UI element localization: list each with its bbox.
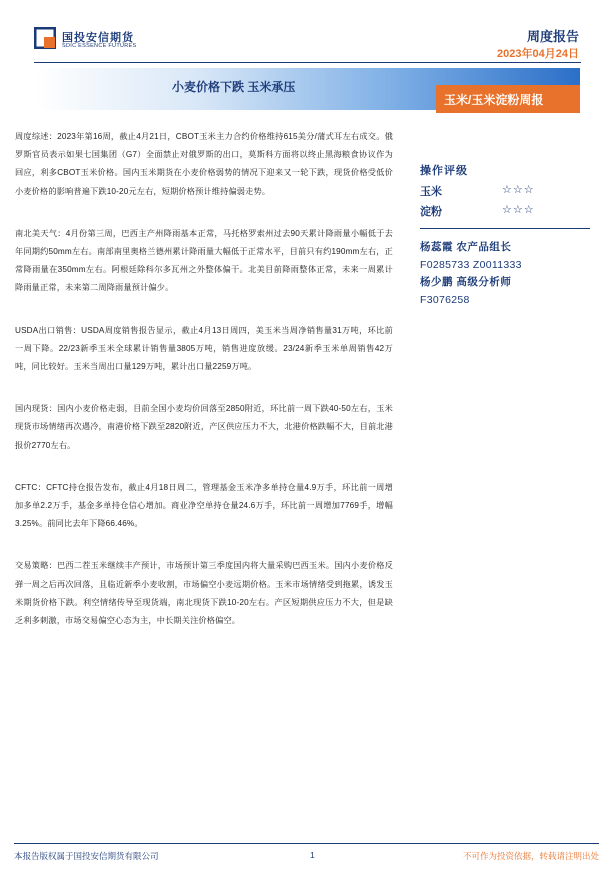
page-number: 1 [310,850,315,860]
paragraph-usda-export: USDA出口销售：USDA周度销售报告显示，截止4月13日周四，美玉米当周净销售量31万吨，环比前一周下降。22/23新季玉米全球累计销售量3805万吨，销售进度放缓。23/24新季玉米单周销售42万吨，同比较好。玉米当周出口量129万吨，累计出口量2259万吨。 [15,325,393,372]
header-divider [34,62,581,63]
paragraph-cftc: CFTC：CFTC持仓报告发布，截止4月18日周二，管理基金玉米净多单持仓量4.9万手，环比前一周增加多单2.2万手，基金多单持仓信心增加。商业净空单持仓量24.6万手，环比前一周增加7769手，增幅3.25%。前同比去年下降66.46%。 [15,482,393,529]
sidebar [420,162,590,309]
star-rating-icon: ☆☆☆ [502,204,535,216]
main-content [15,126,393,630]
footer-divider [14,843,599,844]
analyst-license-ids: F0285733 Z0011333 [420,258,522,271]
footer-copyright: 本报告版权属于国投安信期货有限公司 [14,851,159,861]
analyst-license-ids: F3076258 [420,293,470,306]
logo-english-name: SDIC ESSENCE FUTURES [62,43,137,49]
logo-mark-icon [34,27,56,49]
paragraph-weekly-summary: 周度综述：2023年第16周，截止4月21日，CBOT玉米主力合约价格维持615美分/蒲式耳左右成交。俄罗斯官员表示如果七国集团（G7）全面禁止对俄罗斯的出口，莫斯科方面将以终止黑海粮食协议作为回应，利多CBOT玉米价格。国内玉米期货在小麦价格弱势的情况下迎来又一轮下跌，现货价格受低价小麦价格的影响普遍下跌10-20元左右，短期价格预计维持偏弱走势。 [15,132,393,196]
rating-label: 玉米 [420,186,442,198]
report-type: 周度报告 [526,29,579,44]
logo-chinese-name: 国投安信期货 [62,32,134,44]
rating-row-corn [420,182,590,200]
rating-heading: 操作评级 [420,165,468,177]
analyst-name-title: 杨蕊霞 农产品组长 [420,241,512,253]
company-logo [34,27,154,55]
sidebar-divider [420,228,590,229]
analyst-block [420,239,590,309]
paragraph-strategy: 交易策略：巴西二茬玉米继续丰产预计，市场预计第三季度国内将大量采购巴西玉米。国内小麦价格反弹一周之后再次回落，且临近新季小麦收割，市场偏空小麦远期价格。玉米市场情绪受到拖累，诱发玉米期货价格下跌。利空情绪传导至现货端，南北现货下跌10-20左右。产区短期供应压力不大，但是缺乏利多刺激，市场交易偏空心态为主，中长期关注价格偏空。 [15,561,393,626]
report-date: 2023年04月24日 [497,48,579,60]
title-band [36,68,580,126]
paragraph-domestic-spot: 国内现货：国内小麦价格走弱，目前全国小麦均价回落至2850附近，环比前一周下跌40-50左右，玉米现货市场情绪再次遇冷，南港价格下跌至2820附近，产区供应压力不大，北港价格跌幅不大，目前北港报价2770左右。 [15,404,393,450]
analyst-name-title: 杨少鹏 高级分析师 [420,276,512,288]
star-rating-icon: ☆☆☆ [502,184,535,196]
report-category-label: 玉米/玉米淀粉周报 [444,93,544,107]
report-category-tag [436,85,580,113]
report-title: 小麦价格下跌 玉米承压 [172,80,296,94]
rating-label: 淀粉 [420,206,442,218]
rating-row-starch [420,202,590,220]
footer-disclaimer: 不可作为投资依据，转载请注明出处 [462,851,599,861]
paragraph-weather: 南北美天气：4月份第三周，巴西主产州降雨基本正常，马托格罗索州过去90天累计降雨量小幅低于去年同期约50mm左右。南部南里奥格兰德州累计降雨量大幅低于正常水平，目前只有约190mm左右，正常降雨量在350mm左右。阿根廷除科尔多瓦州之外整体偏干。北美目前降雨整体正常，未来一周累计降雨量正常，未来第二周降雨量预计偏少。 [15,228,393,293]
